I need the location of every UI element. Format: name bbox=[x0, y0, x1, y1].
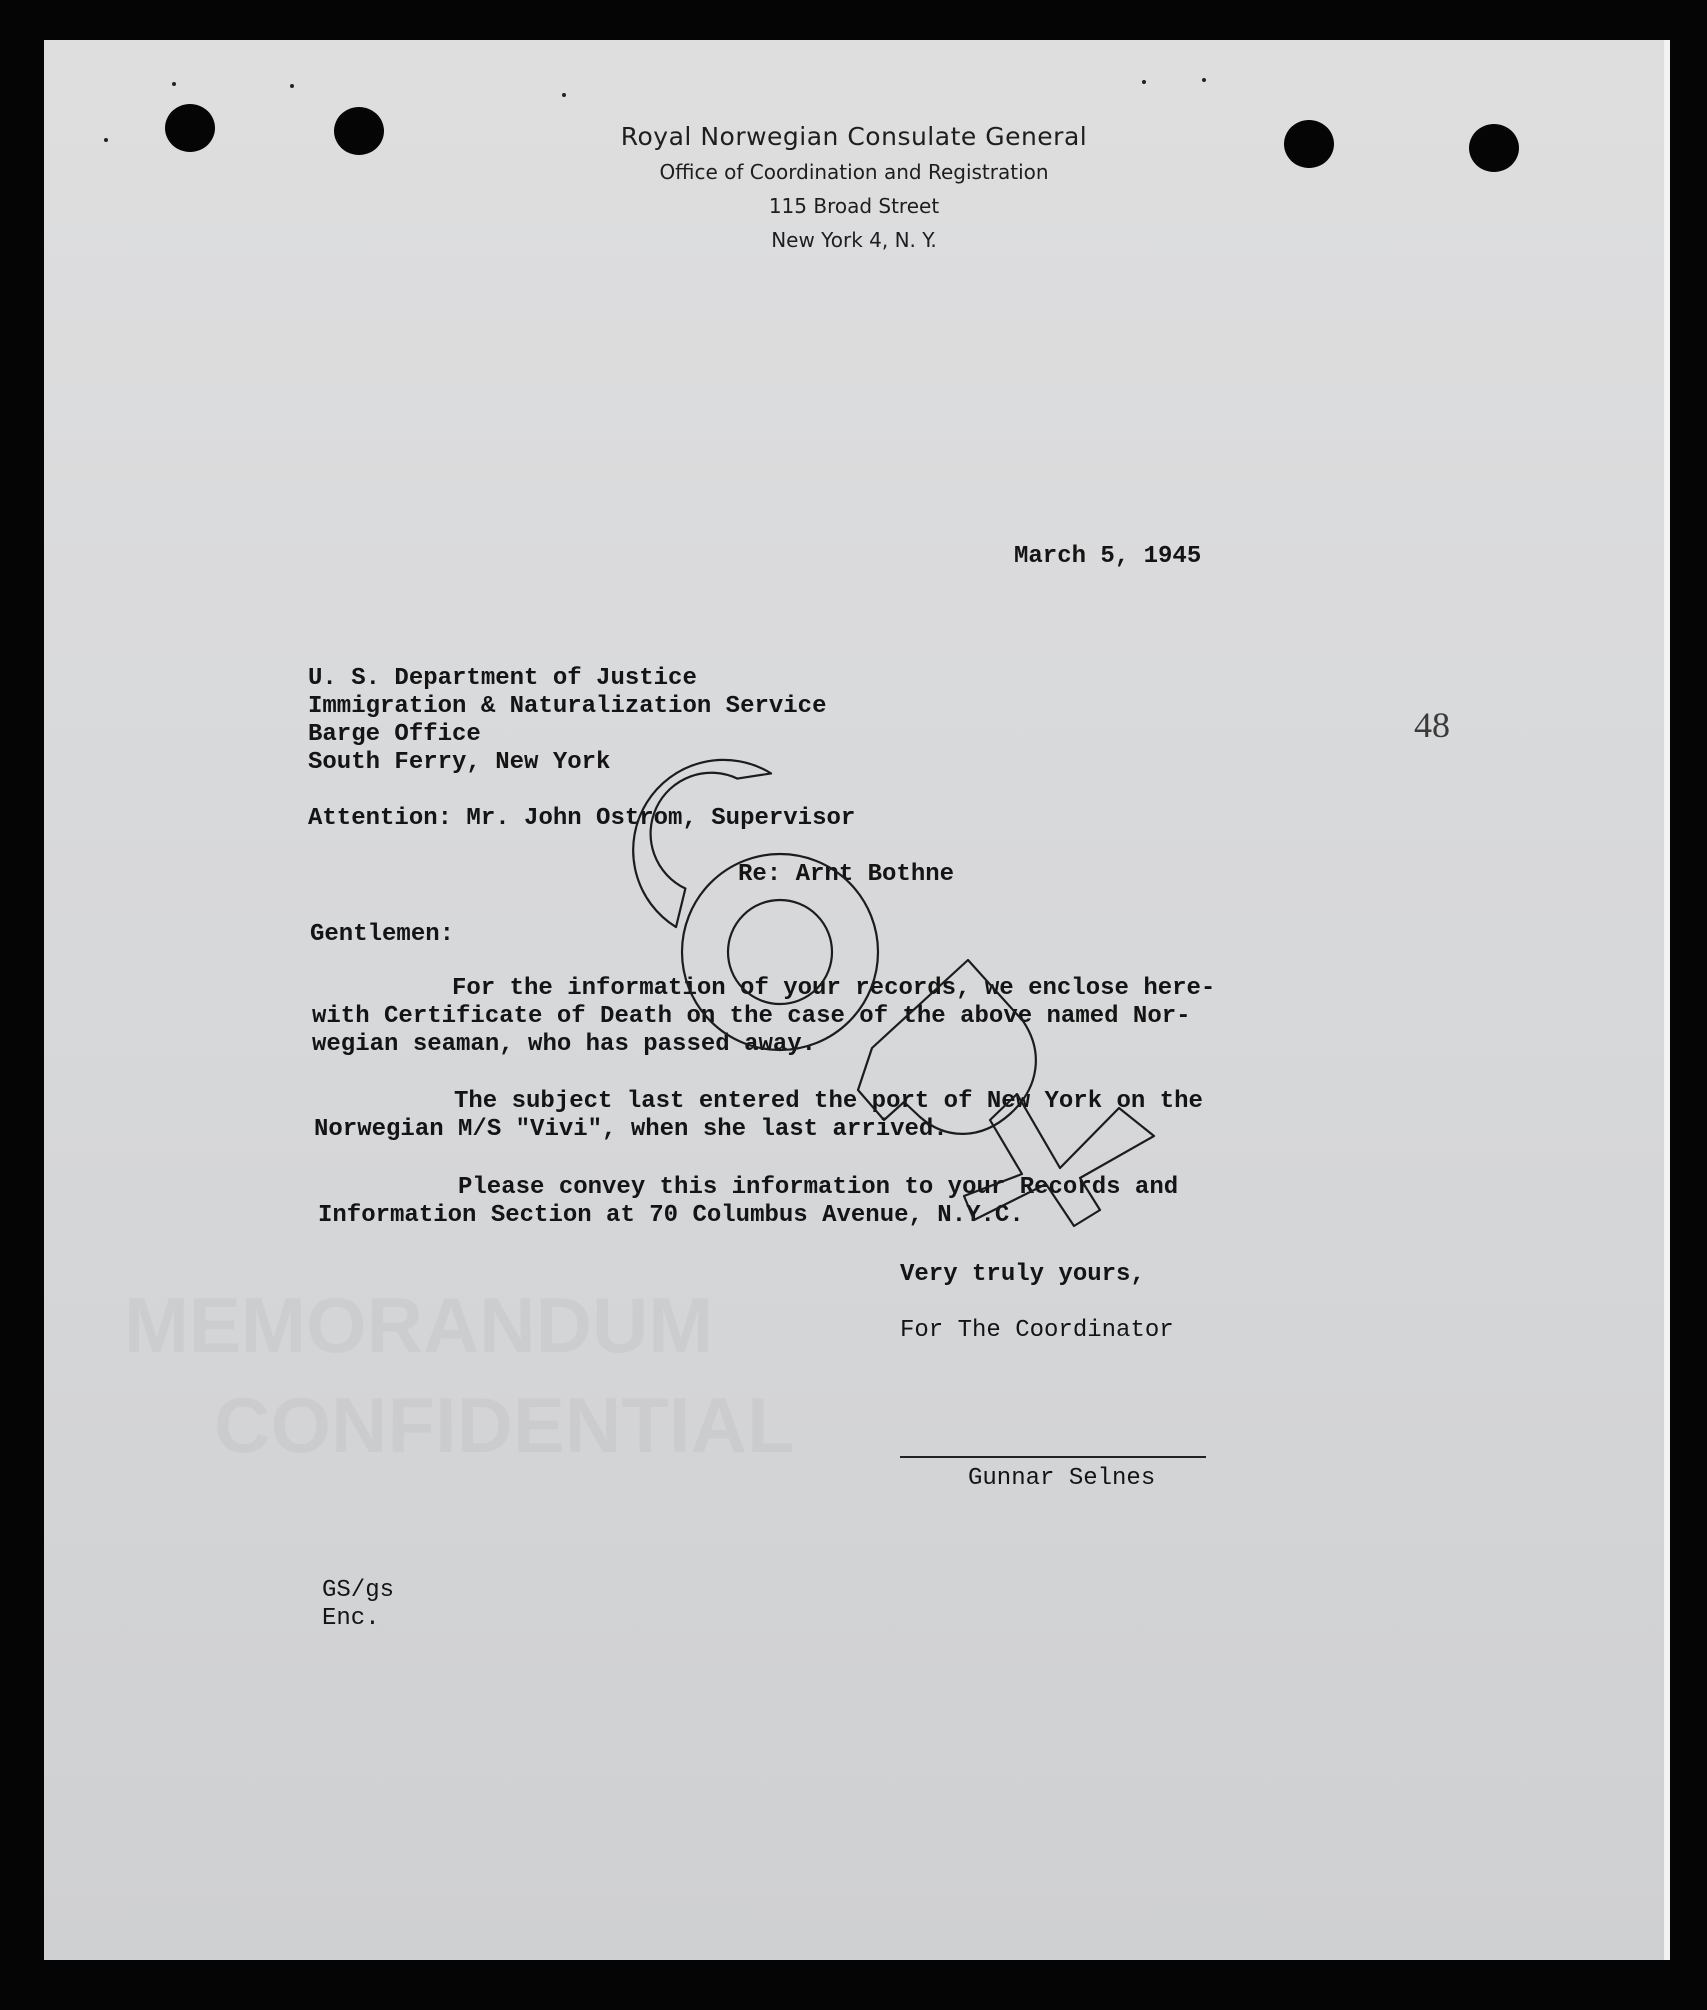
signature-line bbox=[900, 1456, 1206, 1458]
paper-speck bbox=[562, 93, 566, 97]
body-line: Information Section at 70 Columbus Avenue, N.Y.C. bbox=[318, 1202, 1024, 1229]
stamp-letter-o-inner bbox=[728, 900, 832, 1004]
body-line: with Certificate of Death on the case of the above named Nor- bbox=[312, 1003, 1191, 1030]
body-line: Please convey this information to your Records and bbox=[458, 1174, 1179, 1201]
paper-speck bbox=[172, 82, 176, 86]
page-number: 48 bbox=[1414, 705, 1450, 745]
enclosure-note: Enc. bbox=[322, 1605, 380, 1632]
letterhead-city: New York 4, N. Y. bbox=[771, 228, 937, 252]
letterhead-street: 115 Broad Street bbox=[768, 194, 940, 218]
recipient-line: South Ferry, New York bbox=[308, 749, 611, 776]
stamp-letter-p bbox=[858, 960, 1036, 1134]
letterhead-office: Office of Coordination and Registration bbox=[659, 160, 1049, 184]
recipient-line: Barge Office bbox=[308, 721, 481, 748]
signer-name: Gunnar Selnes bbox=[968, 1465, 1156, 1492]
copy-stamp bbox=[514, 700, 1314, 1260]
valediction: Very truly yours, bbox=[900, 1261, 1145, 1288]
attention-line: Attention: Mr. John Ostrom, Supervisor bbox=[308, 805, 856, 832]
body-line: For the information of your records, we enclose here- bbox=[452, 975, 1216, 1002]
letter-date: March 5, 1945 bbox=[1014, 543, 1202, 570]
re-line: Re: Arnt Bothne bbox=[738, 861, 955, 888]
initials: GS/gs bbox=[322, 1577, 395, 1604]
body-line: The subject last entered the port of New York on the bbox=[454, 1088, 1203, 1115]
salutation: Gentlemen: bbox=[310, 921, 455, 948]
bleed-through-text bbox=[124, 1280, 713, 1371]
for-line: For The Coordinator bbox=[900, 1317, 1174, 1344]
body-line: wegian seaman, who has passed away. bbox=[312, 1031, 817, 1058]
stamp-letter-o-outer bbox=[682, 854, 878, 1050]
body-line: Norwegian M/S "Vivi", when she last arrived. bbox=[314, 1116, 948, 1143]
letter-page bbox=[44, 40, 1670, 1960]
recipient-line: U. S. Department of Justice bbox=[308, 665, 697, 692]
paper-speck bbox=[290, 84, 294, 88]
letterhead-org: Royal Norwegian Consulate General bbox=[620, 122, 1088, 151]
paper-speck bbox=[1142, 80, 1146, 84]
bleed-through-text bbox=[214, 1380, 795, 1471]
stamp-letter-c bbox=[633, 760, 771, 927]
stamp-letter-y bbox=[964, 1094, 1154, 1226]
recipient-line: Immigration & Naturalization Service bbox=[308, 693, 827, 720]
paper-speck bbox=[1202, 78, 1206, 82]
